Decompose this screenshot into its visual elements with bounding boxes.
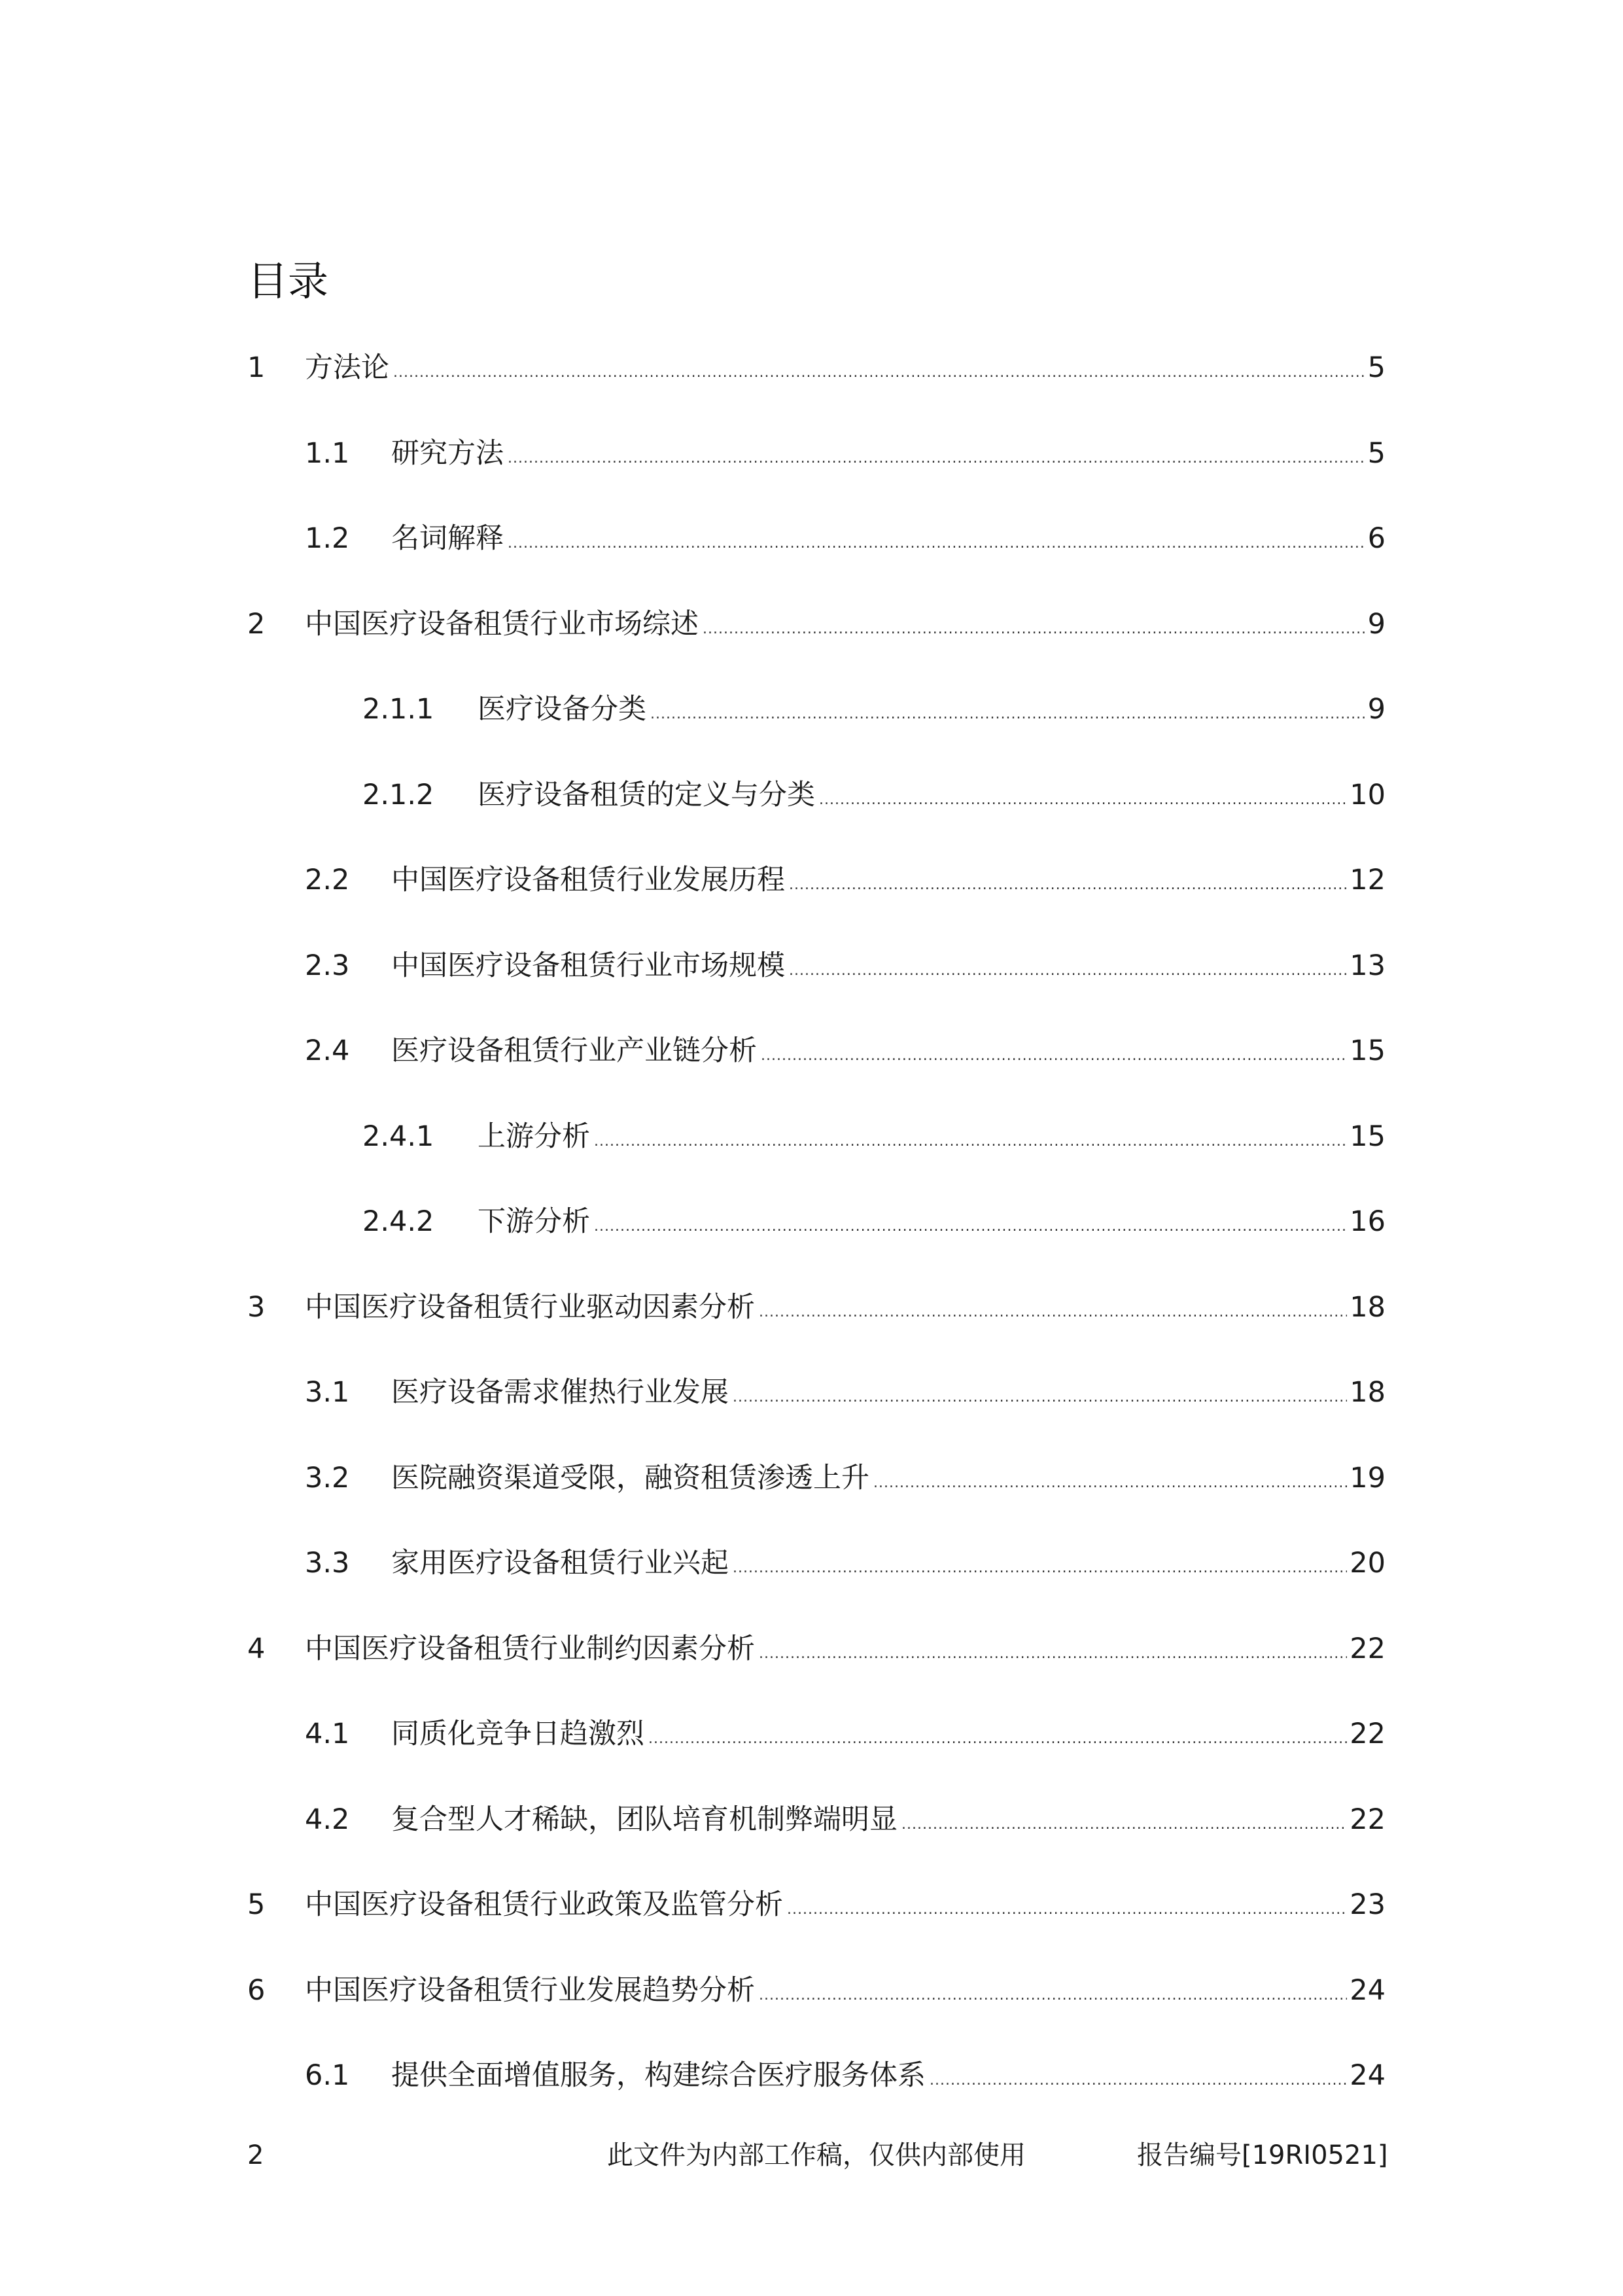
toc-entry-3-1[interactable] <box>305 1371 1386 1413</box>
toc-dot-leader <box>733 1377 1347 1419</box>
toc-dot-leader <box>733 1547 1347 1589</box>
toc-entry-label: 复合型人才稀缺，团队培育机制弊端明显 <box>391 1803 898 1836</box>
toc-entry-page: 24 <box>1350 2059 1386 2092</box>
toc-entry-6-1[interactable] <box>305 2055 1386 2096</box>
toc-dot-leader <box>759 1292 1347 1333</box>
toc-entry-page: 22 <box>1350 1633 1386 1665</box>
toc-entry-page: 20 <box>1350 1547 1386 1580</box>
toc-entry-number: 4.2 <box>305 1803 350 1836</box>
toc-entry-2-4[interactable] <box>305 1030 1386 1072</box>
footer-report-id: 报告编号[19RI0521] <box>1137 2140 1388 2170</box>
toc-dot-leader <box>508 438 1365 480</box>
toc-entry-label: 中国医疗设备租赁行业政策及监管分析 <box>305 1888 783 1921</box>
toc-entry-label: 医疗设备租赁的定义与分类 <box>478 779 815 811</box>
toc-entry-label: 中国医疗设备租赁行业市场规模 <box>391 949 785 982</box>
toc-entry-3[interactable] <box>247 1286 1386 1328</box>
toc-entry-label: 中国医疗设备租赁行业市场综述 <box>305 608 699 641</box>
toc-entry-number: 3 <box>247 1291 266 1324</box>
toc-entry-number: 1 <box>247 351 266 384</box>
toc-entry-1[interactable] <box>247 347 1386 389</box>
toc-entry-page: 19 <box>1350 1462 1386 1494</box>
toc-entry-number: 2.3 <box>305 949 350 982</box>
toc-entry-label: 同质化竞争日趋激烈 <box>391 1718 644 1750</box>
toc-entry-number: 1.1 <box>305 437 350 470</box>
toc-entry-label: 医疗设备分类 <box>478 693 646 726</box>
toc-entry-page: 5 <box>1367 437 1386 470</box>
toc-entry-number: 2.1.1 <box>362 693 434 726</box>
toc-entry-4-2[interactable] <box>305 1799 1386 1841</box>
toc-entry-5[interactable] <box>247 1884 1386 1926</box>
toc-dot-leader <box>873 1462 1347 1504</box>
toc-dot-leader <box>787 1889 1347 1931</box>
toc-entry-number: 2.4.2 <box>362 1205 434 1238</box>
toc-entry-number: 2 <box>247 608 266 641</box>
toc-entry-label: 名词解释 <box>391 522 504 555</box>
toc-entry-number: 5 <box>247 1888 266 1921</box>
toc-dot-leader <box>761 1035 1347 1077</box>
footer-notice: 此文件为内部工作稿，仅供内部使用 <box>607 2140 1026 2170</box>
toc-dot-leader <box>393 352 1365 394</box>
toc-entry-2-3[interactable] <box>305 945 1386 987</box>
toc-entry-page: 24 <box>1350 1974 1386 2007</box>
toc-entry-page: 5 <box>1367 351 1386 384</box>
toc-entry-number: 6 <box>247 1974 266 2007</box>
toc-entry-label: 提供全面增值服务，构建综合医疗服务体系 <box>391 2059 926 2092</box>
toc-entry-label: 中国医疗设备租赁行业制约因素分析 <box>305 1633 755 1665</box>
toc-entry-page: 9 <box>1367 693 1386 726</box>
toc-entry-number: 4.1 <box>305 1718 350 1750</box>
toc-dot-leader <box>594 1206 1347 1248</box>
toc-entry-number: 2.1.2 <box>362 779 434 811</box>
footer-page-number: 2 <box>247 2140 264 2170</box>
toc-entry-3-3[interactable] <box>305 1542 1386 1584</box>
toc-entry-label: 医院融资渠道受限，融资租赁渗透上升 <box>391 1462 869 1494</box>
toc-entry-2[interactable] <box>247 603 1386 645</box>
toc-dot-leader <box>650 694 1365 735</box>
toc-dot-leader <box>819 779 1347 821</box>
toc-entry-label: 中国医疗设备租赁行业发展趋势分析 <box>305 1974 755 2007</box>
toc-entry-2-4-2[interactable] <box>362 1201 1386 1243</box>
toc-entry-label: 医疗设备需求催热行业发展 <box>391 1376 729 1409</box>
toc-dot-leader <box>594 1121 1347 1163</box>
toc-entry-number: 1.2 <box>305 522 350 555</box>
toc-entry-page: 9 <box>1367 608 1386 641</box>
toc-entry-page: 18 <box>1350 1376 1386 1409</box>
toc-entry-2-1-2[interactable] <box>362 774 1386 816</box>
toc-entry-label: 医疗设备租赁行业产业链分析 <box>391 1034 757 1067</box>
toc-entry-page: 18 <box>1350 1291 1386 1324</box>
toc-dot-leader <box>703 609 1365 650</box>
toc-dot-leader <box>759 1975 1347 2017</box>
toc-entry-label: 中国医疗设备租赁行业发展历程 <box>391 864 785 896</box>
toc-entry-page: 10 <box>1350 779 1386 811</box>
toc-entry-6[interactable] <box>247 1969 1386 2011</box>
toc-dot-leader <box>759 1633 1347 1675</box>
toc-dot-leader <box>789 864 1347 906</box>
toc-entry-number: 2.4.1 <box>362 1120 434 1153</box>
toc-entry-number: 6.1 <box>305 2059 350 2092</box>
toc-entry-page: 15 <box>1350 1120 1386 1153</box>
toc-entry-number: 3.2 <box>305 1462 350 1494</box>
toc-entry-label: 中国医疗设备租赁行业驱动因素分析 <box>305 1291 755 1324</box>
toc-dot-leader <box>789 950 1347 992</box>
toc-title: 目录 <box>247 257 329 305</box>
toc-entry-number: 2.2 <box>305 864 350 896</box>
toc-entry-page: 16 <box>1350 1205 1386 1238</box>
toc-entry-label: 研究方法 <box>391 437 504 470</box>
toc-entry-2-2[interactable] <box>305 859 1386 901</box>
toc-entry-4[interactable] <box>247 1628 1386 1670</box>
toc-entry-number: 2.4 <box>305 1034 350 1067</box>
toc-entry-page: 12 <box>1350 864 1386 896</box>
toc-entry-page: 23 <box>1350 1888 1386 1921</box>
toc-entry-page: 22 <box>1350 1803 1386 1836</box>
toc-entry-label: 下游分析 <box>478 1205 590 1238</box>
toc-entry-page: 6 <box>1367 522 1386 555</box>
toc-entry-number: 3.1 <box>305 1376 350 1409</box>
toc-dot-leader <box>901 1804 1347 1846</box>
toc-entry-number: 3.3 <box>305 1547 350 1580</box>
toc-entry-label: 方法论 <box>305 351 389 384</box>
toc-entry-label: 家用医疗设备租赁行业兴起 <box>391 1547 729 1580</box>
toc-entry-3-2[interactable] <box>305 1457 1386 1499</box>
toc-entry-number: 4 <box>247 1633 266 1665</box>
toc-dot-leader <box>930 2060 1347 2102</box>
toc-dot-leader <box>648 1718 1347 1760</box>
toc-entry-label: 上游分析 <box>478 1120 590 1153</box>
toc-entry-page: 22 <box>1350 1718 1386 1750</box>
toc-entry-1-1[interactable] <box>305 433 1386 474</box>
toc-entry-2-1-1[interactable] <box>362 688 1386 730</box>
toc-entry-1-2[interactable] <box>305 518 1386 559</box>
toc-entry-4-1[interactable] <box>305 1713 1386 1755</box>
toc-entry-page: 15 <box>1350 1034 1386 1067</box>
toc-dot-leader <box>508 523 1365 565</box>
toc-entry-2-4-1[interactable] <box>362 1116 1386 1157</box>
toc-entry-page: 13 <box>1350 949 1386 982</box>
